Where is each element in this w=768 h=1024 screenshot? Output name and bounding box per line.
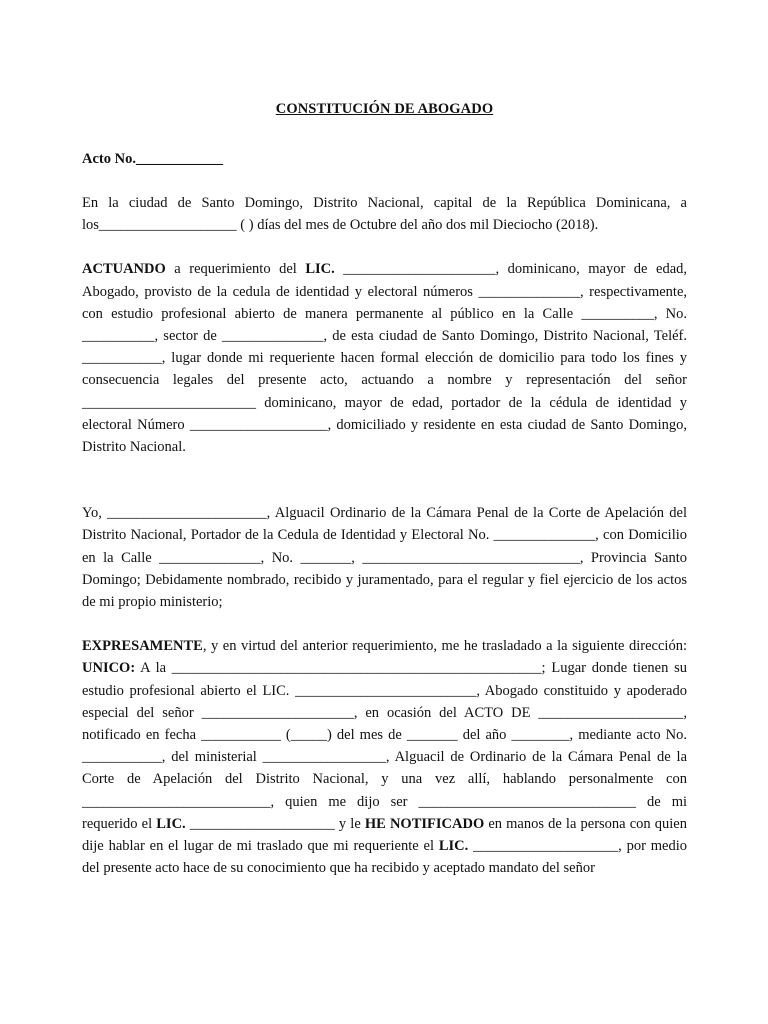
expresamente-lic2-label: LIC. [438, 838, 469, 855]
expresamente-text-2: A la ___________________________________________________; Lugar donde tienen su estudio profesional abierto el LIC. _________________________, Abogado constituido y apoderado especial del señor _____________________, en ocasión del ACTO DE ____________________, notificado en fecha ___________ (_____) del mes de _______ del año ________, mediante acto No. ___________, del ministerial _________________, Alguacil de Ordinario de la Cámara Penal de la Corte de Apelación del Distrito Nacional, y una vez allí, hablando personalmente con __________________________, quien me dijo ser ______________________________ de mi requerido el [82, 660, 687, 832]
he-notificado-label: HE NOTIFICADO [364, 815, 485, 832]
unico-label: UNICO: [82, 660, 136, 677]
document-title: CONSTITUCIÓN DE ABOGADO [275, 101, 494, 117]
expresamente-heading: EXPRESAMENTE [82, 638, 203, 655]
actuando-lic-label: LIC. [305, 261, 335, 278]
document-page [82, 98, 687, 879]
actuando-heading: ACTUANDO [82, 261, 166, 278]
intro-paragraph: En la ciudad de Santo Domingo, Distrito Nacional, capital de la República Dominicana, a los___________________ ( ) días del mes de Octubre del año dos mil Dieciocho (2018). [82, 195, 687, 234]
acto-number-line: Acto No.____________ [82, 151, 223, 167]
actuando-paragraph [82, 258, 687, 458]
expresamente-paragraph [82, 635, 687, 879]
alguacil-paragraph: Yo, ______________________, Alguacil Ordinario de la Cámara Penal de la Corte de Apelación del Distrito Nacional, Portador de la Cedula de Identidad y Electoral No. ______________, con Domicilio en la Calle ______________, No. _______, ______________________________, Provincia Santo Domingo; Debidamente nombrado, recibido y juramentado, para el regular y fiel ejercicio de los actos de mi propio ministerio; [82, 505, 687, 611]
expresamente-text-4: en manos de la persona con quien dije hablar en el lugar de mi traslado que mi requeriente el [82, 815, 687, 855]
expresamente-text-1: , y en virtud del anterior requerimiento, me he trasladado a la siguiente dirección: [202, 638, 687, 655]
actuando-text-2: _____________________, dominicano, mayor de edad, Abogado, provisto de la cedula de identidad y electoral números ______________, respectivamente, con estudio profesional abierto de manera permanente al público en la Calle __________, No. __________, sector de ______________, de esta ciudad de Santo Domingo, Distrito Nacional, Teléf. ___________, lugar donde mi requeriente hacen formal elección de domicilio para todo los fines y consecuencia legales del presente acto, actuando a nombre y representación del señor ________________________ dominicano, mayor de edad, portador de la cédula de identidad y electoral Número ___________________, domiciliado y residente en esta ciudad de Santo Domingo, Distrito Nacional. [82, 261, 688, 456]
expresamente-lic-label: LIC. [156, 815, 186, 832]
expresamente-text-5: ____________________, por medio del presente acto hace de su conocimiento que ha recibido y aceptado mandato del señor [82, 838, 687, 877]
actuando-text-1: a requerimiento del [165, 261, 306, 278]
expresamente-text-3: ____________________ y le [185, 815, 365, 832]
